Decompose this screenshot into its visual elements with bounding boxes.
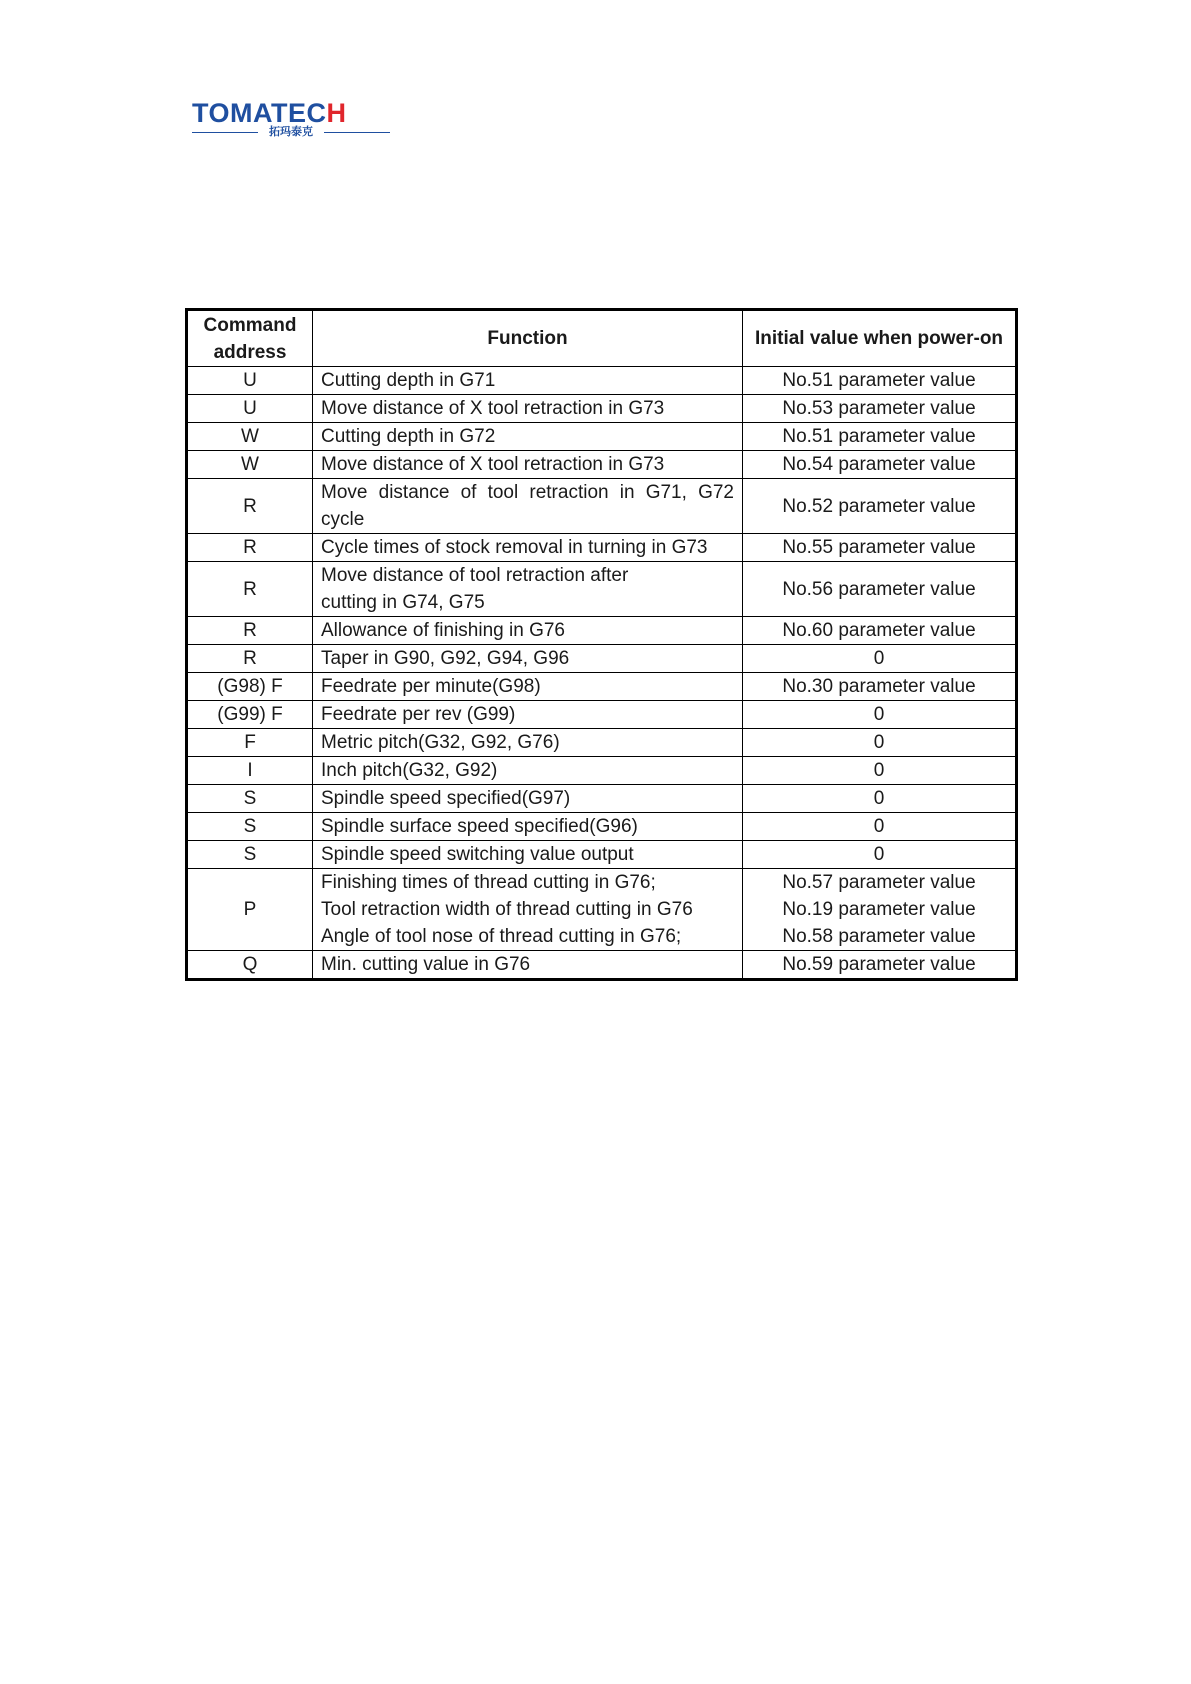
function-text-line: Move distance of tool retraction after (321, 565, 629, 586)
logo-chinese-name: 拓玛泰克 (269, 125, 313, 138)
logo-wordmark (192, 100, 347, 126)
initial-value-cell (743, 813, 1017, 841)
initial-value-cell (743, 562, 1017, 617)
command-address-table (185, 308, 1018, 981)
initial-value-cell (743, 869, 1017, 951)
initial-value-text-line: No.56 parameter value (782, 578, 976, 600)
function-cell (313, 534, 743, 562)
command-address-cell: R (187, 617, 313, 645)
initial-value-cell (743, 701, 1017, 729)
function-cell (313, 395, 743, 423)
command-address-cell: R (187, 562, 313, 617)
function-cell (313, 757, 743, 785)
function-cell (313, 673, 743, 701)
command-address-cell: S (187, 785, 313, 813)
initial-value-cell (743, 785, 1017, 813)
initial-value-text-line: 0 (873, 816, 885, 837)
table-header-row (187, 310, 1017, 367)
initial-value-text-line: 0 (873, 648, 885, 669)
table-row (187, 395, 1017, 423)
function-cell (313, 423, 743, 451)
initial-value-text-line: 0 (873, 704, 885, 725)
header-command-address-line: address (213, 341, 287, 363)
initial-value-cell (743, 479, 1017, 534)
initial-value-cell (743, 451, 1017, 479)
initial-value-text-line: No.30 parameter value (782, 676, 976, 697)
initial-value-cell (743, 729, 1017, 757)
function-cell (313, 869, 743, 951)
command-address-cell: F (187, 729, 313, 757)
initial-value-text-line: 0 (873, 732, 885, 753)
function-text-line: Spindle surface speed specified(G96) (321, 816, 638, 837)
initial-value-text-line: No.58 parameter value (782, 926, 976, 947)
initial-value-text-line: 0 (873, 788, 885, 809)
table-row (187, 479, 1017, 534)
function-cell (313, 479, 743, 534)
command-address-cell: P (187, 869, 313, 951)
initial-value-text-line: No.53 parameter value (782, 398, 976, 419)
function-text-line: Metric pitch(G32, G92, G76) (321, 732, 560, 753)
function-cell (313, 813, 743, 841)
table-row (187, 645, 1017, 673)
command-address-cell: U (187, 367, 313, 395)
command-address-cell: W (187, 423, 313, 451)
initial-value-cell (743, 951, 1017, 980)
function-cell (313, 451, 743, 479)
function-text-line: Move distance of tool retraction in G71, G72 cycle (321, 482, 734, 530)
table-row (187, 617, 1017, 645)
table-row (187, 367, 1017, 395)
initial-value-text-line: No.59 parameter value (782, 954, 976, 975)
initial-value-cell (743, 757, 1017, 785)
command-address-cell: U (187, 395, 313, 423)
command-address-cell: Q (187, 951, 313, 980)
initial-value-text-line: No.52 parameter value (782, 495, 976, 517)
function-text-line: Cutting depth in G72 (321, 426, 496, 447)
function-text-line: Taper in G90, G92, G94, G96 (321, 648, 570, 669)
logo-wordmark-main: TOMATEC (192, 98, 327, 128)
function-text-line: Spindle speed specified(G97) (321, 788, 571, 809)
table-row (187, 423, 1017, 451)
command-address-cell: S (187, 813, 313, 841)
function-text-line: Angle of tool nose of thread cutting in G76; (321, 926, 682, 947)
initial-value-cell (743, 673, 1017, 701)
command-address-cell: W (187, 451, 313, 479)
function-text-line: Cutting depth in G71 (321, 370, 496, 391)
function-text-line: Cycle times of stock removal in turning in G73 (321, 537, 708, 558)
table-row (187, 562, 1017, 617)
initial-value-text-line: No.57 parameter value (782, 872, 976, 893)
function-cell (313, 701, 743, 729)
command-address-cell: (G99) F (187, 701, 313, 729)
function-text-line: Move distance of X tool retraction in G73 (321, 398, 665, 419)
function-cell (313, 785, 743, 813)
logo-rule-right (324, 132, 390, 133)
command-address-cell: S (187, 841, 313, 869)
function-text-line: Inch pitch(G32, G92) (321, 760, 498, 781)
table-row (187, 951, 1017, 980)
initial-value-cell (743, 534, 1017, 562)
table-row (187, 813, 1017, 841)
function-text-line: cutting in G74, G75 (321, 592, 485, 613)
table-row (187, 673, 1017, 701)
initial-value-cell (743, 367, 1017, 395)
function-text-line: Allowance of finishing in G76 (321, 620, 565, 641)
table-row (187, 841, 1017, 869)
logo-rule-left (192, 132, 258, 133)
function-cell (313, 367, 743, 395)
initial-value-cell (743, 841, 1017, 869)
command-address-cell: R (187, 479, 313, 534)
function-cell (313, 729, 743, 757)
command-address-cell: R (187, 534, 313, 562)
command-address-cell: (G98) F (187, 673, 313, 701)
initial-value-text-line: 0 (873, 760, 885, 781)
table-body (187, 367, 1017, 980)
initial-value-text-line: No.51 parameter value (782, 370, 976, 391)
header-command-address-line: Command (203, 314, 297, 336)
initial-value-text-line: 0 (873, 844, 885, 865)
table-row (187, 785, 1017, 813)
initial-value-text-line: No.55 parameter value (782, 537, 976, 558)
initial-value-cell (743, 645, 1017, 673)
initial-value-cell (743, 617, 1017, 645)
initial-value-cell (743, 395, 1017, 423)
header-function: Function (313, 310, 743, 367)
table-row (187, 757, 1017, 785)
function-text-line: Spindle speed switching value output (321, 844, 634, 865)
table-row (187, 869, 1017, 951)
table-row (187, 701, 1017, 729)
function-text-line: Feedrate per rev (G99) (321, 704, 516, 725)
function-cell (313, 562, 743, 617)
header-command-address (187, 310, 313, 367)
function-cell (313, 841, 743, 869)
table-row (187, 729, 1017, 757)
header-initial-value: Initial value when power-on (743, 310, 1017, 367)
function-text-line: Move distance of X tool retraction in G73 (321, 454, 665, 475)
initial-value-text-line: No.19 parameter value (782, 899, 976, 920)
company-logo (192, 100, 390, 140)
table-row (187, 534, 1017, 562)
function-cell (313, 645, 743, 673)
function-cell (313, 951, 743, 980)
function-text-line: Feedrate per minute(G98) (321, 676, 541, 697)
logo-wordmark-accent: H (326, 98, 347, 128)
command-address-cell: R (187, 645, 313, 673)
function-text-line: Tool retraction width of thread cutting in G76 (321, 899, 693, 920)
function-text-line: Min. cutting value in G76 (321, 954, 531, 975)
initial-value-text-line: No.51 parameter value (782, 426, 976, 447)
command-address-cell: I (187, 757, 313, 785)
initial-value-cell (743, 423, 1017, 451)
table-row (187, 451, 1017, 479)
initial-value-text-line: No.60 parameter value (782, 620, 976, 641)
function-cell (313, 617, 743, 645)
function-text-line: Finishing times of thread cutting in G76; (321, 872, 656, 893)
initial-value-text-line: No.54 parameter value (782, 454, 976, 475)
